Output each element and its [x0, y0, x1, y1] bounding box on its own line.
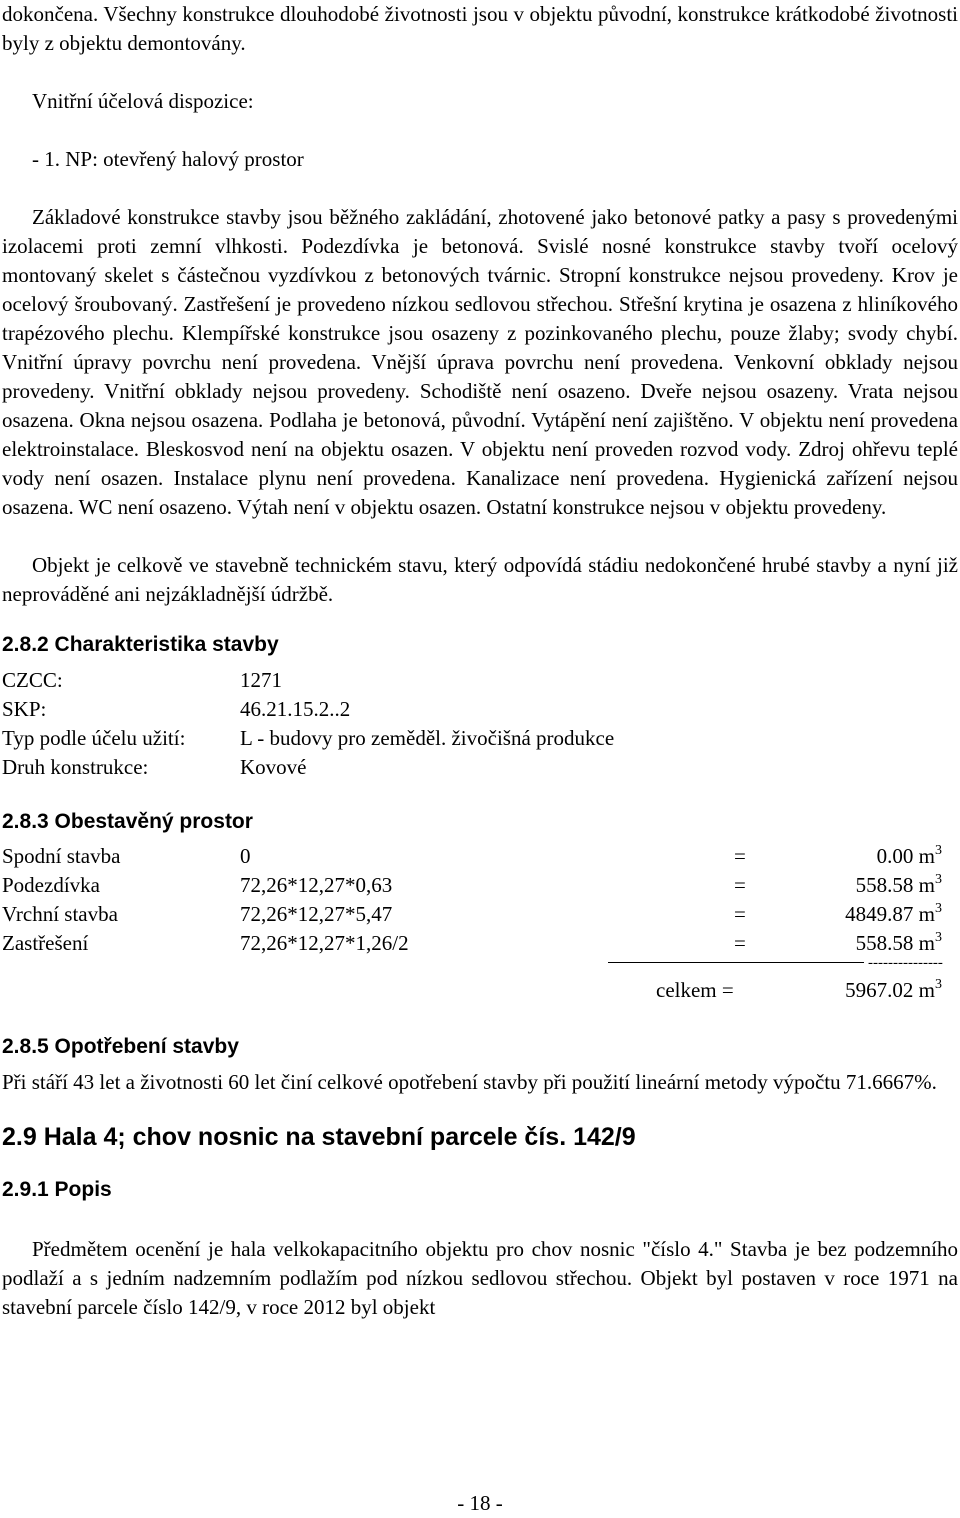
- volume-name: Spodní stavba: [2, 844, 121, 868]
- volume-table: [2, 842, 958, 1005]
- volume-name: Podezdívka: [2, 873, 100, 897]
- volume-name: Zastřešení: [2, 931, 89, 955]
- volume-value: 0.00 $m^3$: [876, 843, 942, 868]
- document-page: [2, 0, 958, 1322]
- kv-row-skp: [2, 695, 958, 724]
- section-heading-opotrebeni: 2.8.5 Opotřebení stavby: [2, 1035, 239, 1058]
- kv-value: 1271: [240, 668, 282, 692]
- section-heading-obestaveny: 2.8.3 Obestavěný prostor: [2, 810, 253, 833]
- kv-row-typ: [2, 724, 958, 753]
- kv-key: SKP:: [2, 697, 47, 721]
- volume-value: 4849.87 $m^3$: [845, 901, 942, 926]
- sum-dashes: ---------------: [868, 955, 943, 971]
- charakteristika-table: [2, 666, 958, 782]
- total-value: 5967.02 $m^3$: [845, 977, 942, 1002]
- volume-value: 558.58 $m^3$: [855, 872, 942, 897]
- volume-name: Vrchní stavba: [2, 902, 118, 926]
- kv-key: Druh konstrukce:: [2, 755, 149, 779]
- sum-separator: [2, 955, 958, 976]
- intro-paragraph: dokončena. Všechny konstrukce dlouhodobé životnosti jsou v objektu původní, konstrukce krátkodobé životnosti byly z objektu demontovány.: [2, 2, 958, 55]
- volume-row: [2, 842, 958, 871]
- popis-text: Předmětem ocenění je hala velkokapacitního objektu pro chov nosnic "číslo 4." Stavba je bez podzemního podlaží a s jedním nadzemním podlažím pod nízkou sedlovou střechou. Objekt byl postaven v roce 1971 na stavební parcele číslo 142/9, v roce 2012 byl objekt: [2, 1237, 958, 1319]
- volume-row: [2, 929, 958, 958]
- kv-row-druh: [2, 753, 958, 782]
- kv-key: CZCC:: [2, 668, 63, 692]
- page-number: - 18 -: [457, 1491, 503, 1515]
- volume-eq: =: [734, 844, 746, 868]
- volume-formula: 0: [240, 844, 251, 868]
- kv-value: 46.21.15.2..2: [240, 697, 351, 721]
- construction-description: Základové konstrukce stavby jsou běžného zakládání, zhotovené jako betonové patky a pasy s provedenými izolacemi proti zemní vlhkosti. Podezdívka je betonová. Svislé nosné konstrukce stavby tvoří ocelový montovaný skelet s částečnou vyzdívkou z betonových tvárnic. Stropní konstrukce nejsou provedeny. Krov je ocelový šroubovaný. Zastřešení je provedeno nízkou sedlovou střechou. Střešní krytina je osazena z hliníkového trapézového plechu. Klempířské konstrukce jsou osazeny z pozinkovaného plechu, pouze žlaby; svody chybí. Vnitřní úpravy povrchu není provedena. Vnější úprava povrchu není provedena. Venkovní obklady nejsou provedeny. Vnitřní obklady nejsou provedeny. Schodiště není osazeno. Dveře nejsou osazeny. Vrata nejsou osazena. Okna nejsou osazena. Podlaha je betonová, původní. Vytápění není zajištěno. V objektu není provedena elektroinstalace. Bleskosvod není na objektu osazen. V objektu není proveden rozvod vody. Zdroj ohřevu teplé vody není osazen. Instalace plynu není provedena. Kanalizace není provedena. Hygienická zařízení nejsou osazena. WC není osazeno. Výtah není v objektu osazen. Ostatní konstrukce nejsou v objektu provedeny.: [2, 205, 958, 519]
- kv-value: L - budovy pro zeměděl. živočišná produkce: [240, 726, 615, 750]
- volume-formula: 72,26*12,27*1,26/2: [240, 931, 409, 955]
- volume-formula: 72,26*12,27*0,63: [240, 873, 393, 897]
- kv-key: Typ podle účelu užití:: [2, 726, 186, 750]
- sum-rule-line: [608, 962, 864, 963]
- state-paragraph: Objekt je celkově ve stavebně technickém stavu, který odpovídá stádiu nedokončené hrubé stavby a nyní již neprováděné ani nejzákladnější údržbě.: [2, 553, 958, 606]
- dispozice-label: Vnitřní účelová dispozice:: [32, 89, 254, 113]
- np-line: - 1. NP: otevřený halový prostor: [32, 147, 304, 171]
- volume-eq: =: [734, 902, 746, 926]
- volume-formula: 72,26*12,27*5,47: [240, 902, 393, 926]
- volume-total-row: [2, 976, 958, 1005]
- volume-eq: =: [734, 873, 746, 897]
- section-heading-popis: 2.9.1 Popis: [2, 1178, 112, 1201]
- volume-row: [2, 900, 958, 929]
- volume-eq: =: [734, 931, 746, 955]
- opotrebeni-text: Při stáří 43 let a životnosti 60 let činí celkové opotřebení stavby při použití lineární metody výpočtu 71.6667%.: [2, 1070, 937, 1094]
- section-heading-hala: 2.9 Hala 4; chov nosnic na stavební parcele čís. 142/9: [2, 1123, 636, 1151]
- kv-row-czcc: [2, 666, 958, 695]
- volume-value: 558.58 $m^3$: [855, 930, 942, 955]
- total-label: celkem =: [656, 978, 734, 1002]
- kv-value: Kovové: [240, 755, 307, 779]
- section-heading-charakteristika: 2.8.2 Charakteristika stavby: [2, 633, 279, 656]
- volume-row: [2, 871, 958, 900]
